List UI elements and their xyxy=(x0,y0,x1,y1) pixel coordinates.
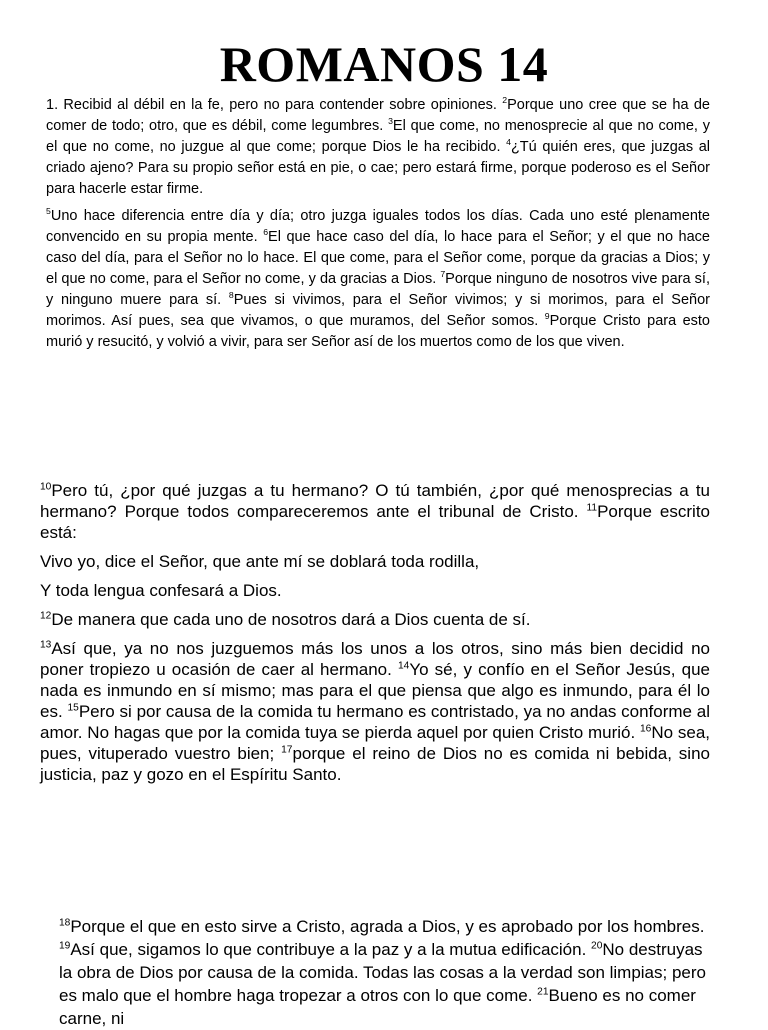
verse-paragraph xyxy=(40,638,710,785)
verse-number: 12 xyxy=(40,610,52,622)
verse-number: 15 xyxy=(67,702,79,714)
verse-number: 21 xyxy=(537,986,549,998)
verse-number: 9 xyxy=(544,311,550,322)
verse-text: ¿Tú quién eres, que juzgas al criado ajeno? Para su propio señor está en pie, o cae; pero estará firme, porque poderoso es el Señor para hacerle estar firme. xyxy=(46,139,710,197)
verse-paragraph xyxy=(46,206,710,353)
verse-text: Bueno es no comer carne, ni xyxy=(59,986,696,1028)
verse-paragraph xyxy=(46,95,710,200)
verse-number: 4 xyxy=(506,137,511,148)
verse-text: El que come, no menosprecie al que no come, y el que no come, no juzgue al que come; porque Dios le ha recibido. xyxy=(46,118,710,155)
page-title: ROMANOS 14 xyxy=(219,36,549,92)
verse-number: 14 xyxy=(397,660,410,672)
verse-paragraph xyxy=(40,551,710,572)
verse-number: 6 xyxy=(263,227,269,238)
verse-text: porque el reino de Dios no es comida ni bebida, sino justicia, paz y gozo en el Espíritu Santo. xyxy=(40,744,710,784)
verse-text: El que hace caso del día, lo hace para el Señor; y el que no hace caso del día, para el Señor no lo hace. El que come, para el Señor come, porque da gracias a Dios; y el que no come, para el Señor no come, y da gracias a Dios. xyxy=(46,229,711,287)
verse-text: Porque uno cree que se ha de comer de todo; otro, que es débil, come legumbres. xyxy=(46,97,710,134)
verse-text: . Recibid al débil en la fe, pero no para contender sobre opiniones. xyxy=(54,97,503,113)
verses-block-2 xyxy=(40,480,710,793)
verse-number: 16 xyxy=(640,723,652,735)
verse-text: Y toda lengua confesará a Dios. xyxy=(40,581,282,600)
verse-text: No sea, pues, vituperado vuestro bien; xyxy=(40,723,711,763)
verse-number: 17 xyxy=(281,744,293,756)
verse-text: Porque el que en esto sirve a Cristo, agrada a Dios, y es aprobado por los hombres. xyxy=(70,917,705,936)
verse-text: Así que, sigamos lo que contribuye a la paz y a la mutua edificación. xyxy=(70,940,592,959)
verses-block-1 xyxy=(46,95,710,359)
verse-number: 5 xyxy=(46,206,51,217)
verse-number: 10 xyxy=(40,481,52,493)
verse-number: 3 xyxy=(388,116,393,127)
verse-paragraph xyxy=(40,580,710,601)
verse-text: De manera que cada uno de nosotros dará a Dios cuenta de sí. xyxy=(51,610,531,629)
verses-block-3 xyxy=(59,915,711,1030)
verse-text: Porque ninguno de nosotros vive para sí, y ninguno muere para sí. xyxy=(46,271,710,308)
verse-text: Uno hace diferencia entre día y día; otro juzga iguales todos los días. Cada uno esté plenamente convencido en su propia mente. xyxy=(46,208,710,245)
verse-number: 20 xyxy=(591,940,603,952)
verse-number: 2 xyxy=(502,95,508,106)
verse-paragraph xyxy=(59,915,711,1030)
verse-text: Así que, ya no nos juzguemos más los unos a los otros, sino más bien decidid no poner tropiezo u ocasión de caer al hermano. xyxy=(40,639,710,679)
verse-text: No destruyas la obra de Dios por causa de la comida. Todas las cosas a la verdad son limpias; pero es malo que el hombre haga tropezar a otros con lo que come. xyxy=(59,940,706,1005)
verse-text: Pero si por causa de la comida tu hermano es contristado, ya no andas conforme al amor. No hagas que por la comida tuya se pierda aquel por quien Cristo murió. xyxy=(40,702,711,742)
verse-number: 1 xyxy=(46,97,55,113)
verse-number: 18 xyxy=(59,917,71,929)
verse-text: Yo sé, y confío en el Señor Jesús, que nada es inmundo en sí mismo; mas para el que piensa que algo es inmundo, para él lo es. xyxy=(40,660,710,721)
verse-number: 8 xyxy=(228,290,234,301)
verse-paragraph xyxy=(40,480,710,543)
verse-text: Porque escrito está: xyxy=(40,502,710,542)
verse-text: Pero tú, ¿por qué juzgas a tu hermano? O tú también, ¿por qué menosprecias a tu hermano? Porque todos compareceremos ante el tribunal de Cristo. xyxy=(40,481,710,521)
verse-paragraph xyxy=(40,609,710,630)
verse-text: Porque Cristo para esto murió y resucitó, y volvió a vivir, para ser Señor así de los muertos como de los que viven. xyxy=(46,313,710,350)
verse-number: 7 xyxy=(440,269,446,280)
verse-text: Vivo yo, dice el Señor, que ante mí se doblará toda rodilla, xyxy=(40,552,480,571)
verse-text: Pues si vivimos, para el Señor vivimos; y si morimos, para el Señor morimos. Así pues, sea que vivamos, o que muramos, del Señor somos. xyxy=(46,292,710,329)
verse-number: 19 xyxy=(59,940,71,952)
verse-number: 11 xyxy=(586,502,598,514)
verse-number: 13 xyxy=(40,639,52,651)
